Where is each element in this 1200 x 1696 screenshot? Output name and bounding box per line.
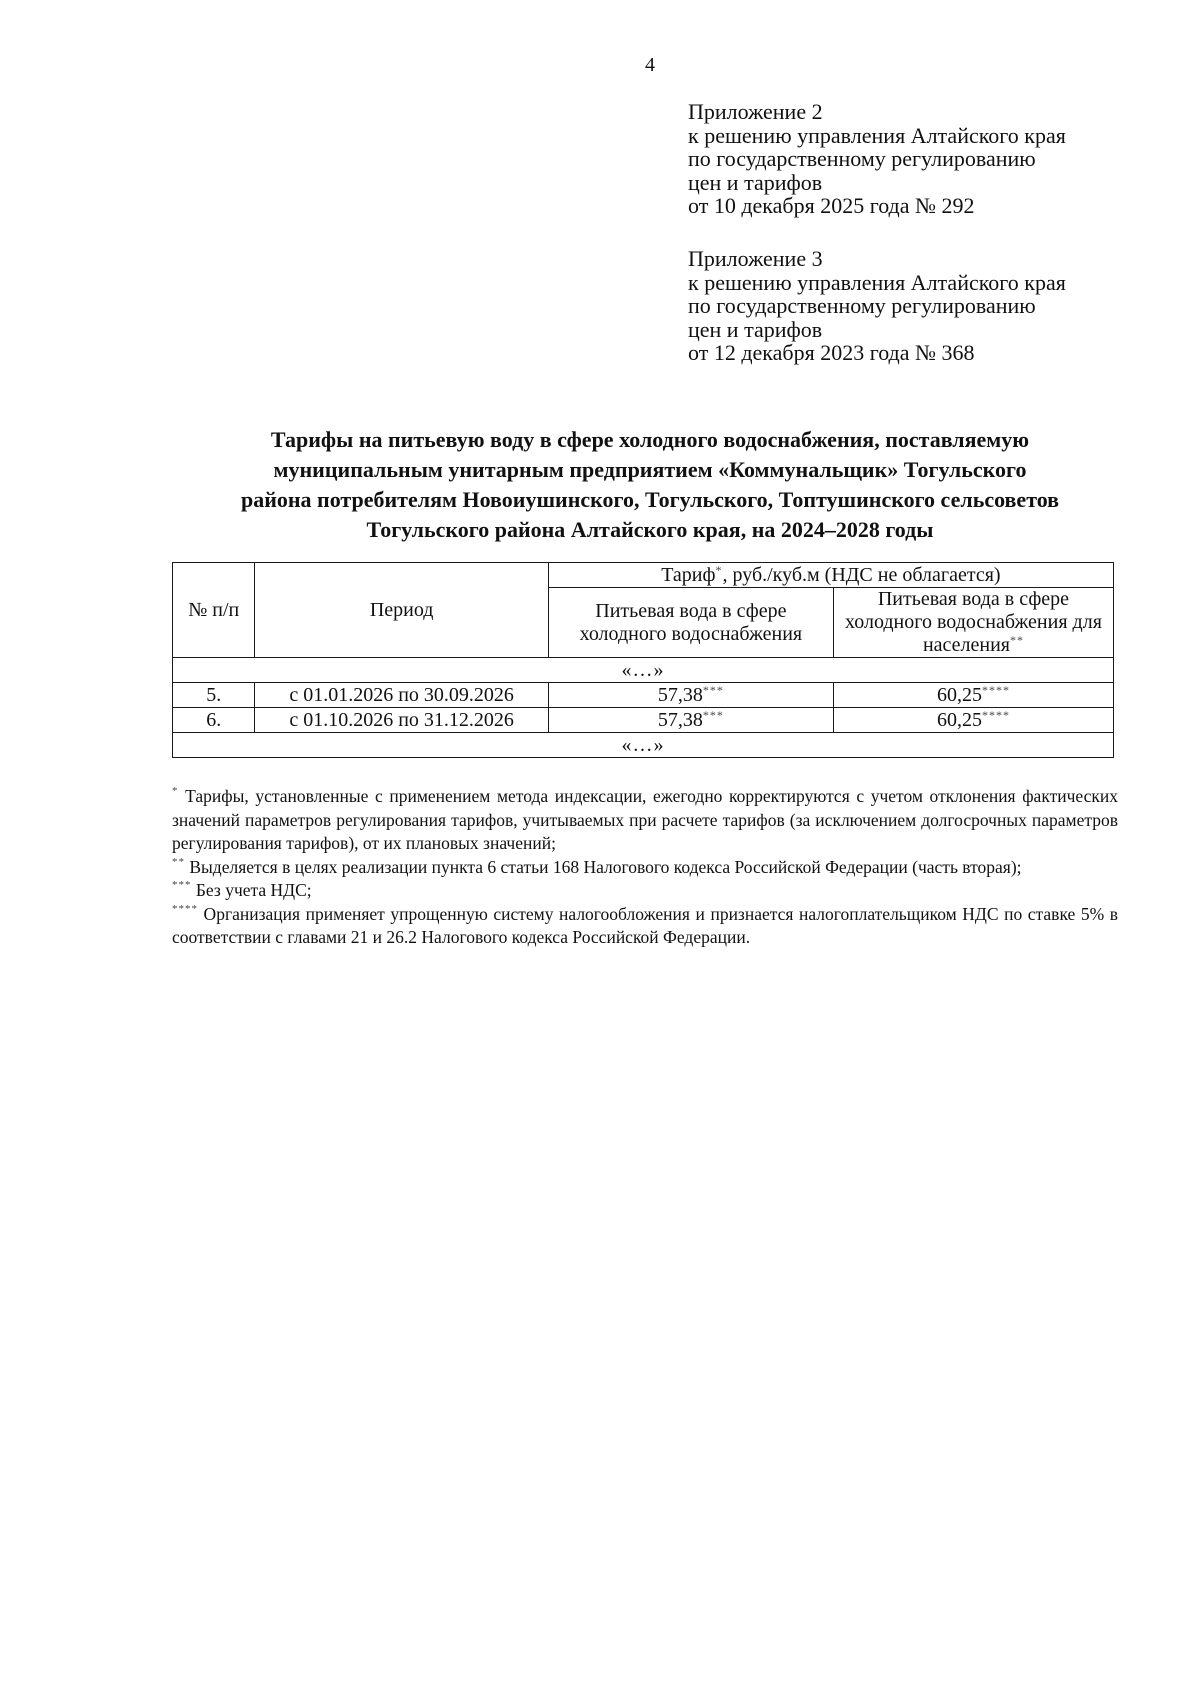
title-line: Тарифы на питьевую воду в сфере холодного водоснабжения, поставляемую (270, 427, 1030, 452)
footnote-mark: *** (702, 707, 724, 722)
appendix-3-line: от 12 декабря 2023 года № 368 (688, 340, 975, 365)
appendix-3-header (688, 247, 1066, 365)
table-separator-row (173, 733, 1114, 758)
footnote-mark: **** (981, 707, 1010, 722)
appendix-3-line: цен и тарифов (688, 316, 823, 342)
appendix-2-line: по государственному регулированию (688, 146, 1036, 171)
header-water: Питьевая вода в сфере холодного водоснабжения (548, 588, 833, 658)
footnote-mark: *** (702, 682, 724, 697)
header-num: № п/п (173, 563, 255, 658)
appendix-2-line: от 10 декабря 2025 года № 292 (688, 193, 975, 218)
page-number: 4 (645, 54, 655, 76)
appendix-2-line: к решению управления Алтайского края (688, 122, 1066, 148)
header-tariff-label: Тариф (661, 563, 716, 586)
footnote-mark: ** (172, 855, 185, 868)
cell-water-value: 57,38 (657, 683, 703, 706)
footnote-mark: **** (172, 902, 198, 915)
title-line: района потребителям Новоиушинского, Тогульского, Топтушинского сельсоветов (240, 487, 1060, 512)
appendix-3-line: Приложение 3 (688, 246, 823, 271)
cell-num: 6. (173, 708, 255, 733)
appendix-2-line: Приложение 2 (688, 99, 823, 124)
appendix-3-line: к решению управления Алтайского края (688, 269, 1066, 295)
cell-water (548, 708, 833, 733)
footnote-mark: *** (172, 879, 192, 891)
cell-period: с 01.01.2026 по 30.09.2026 (255, 683, 548, 708)
footnote-mark: * (715, 562, 723, 577)
footnote (172, 879, 1118, 903)
footnote (172, 856, 1118, 880)
cell-population (833, 708, 1113, 733)
footnote (172, 903, 1118, 950)
footnote-text: Организация применяет упрощенную систему налогообложения и признается налогоплательщиком НДС по ставке 5% в соответствии с главами 21 и 26.2 Налогового кодекса Российской Федерации. (172, 903, 1118, 947)
footnote-mark: ** (1009, 633, 1024, 647)
appendix-2-header (688, 100, 1066, 218)
footnote-mark: * (172, 785, 179, 797)
header-tariff-unit: , руб./куб.м (НДС не облагается) (722, 563, 1001, 586)
document-title (180, 425, 1120, 545)
footnote-mark: **** (981, 682, 1010, 697)
cell-population-value: 60,25 (936, 708, 982, 731)
cell-water-value: 57,38 (657, 708, 703, 731)
omission-mark: «…» (173, 658, 1114, 683)
title-line: муниципальным унитарным предприятием «Коммунальщик» Тогульского (273, 457, 1027, 482)
table-header-row (173, 563, 1114, 588)
appendix-2-line: цен и тарифов (688, 169, 823, 195)
title-line: Тогульского района Алтайского края, на 2024–2028 годы (366, 517, 934, 542)
header-population (833, 588, 1113, 658)
footnote-text: Тарифы, установленные с применением метода индексации, ежегодно корректируются с учетом отклонения фактических значений параметров регулирования тарифов, учитываемых при расчете тарифов (за исключением долгосрочных параметров регулирования тарифов), от их плановых значений; (172, 786, 1118, 853)
table-row (173, 683, 1114, 708)
cell-period: с 01.10.2026 по 31.12.2026 (255, 708, 548, 733)
omission-mark: «…» (173, 733, 1114, 758)
header-population-label: Питьевая вода в сфере холодного водоснабжения для населения (845, 588, 1102, 656)
footnote-text: Выделяется в целях реализации пункта 6 статьи 168 Налогового кодекса Российской Федерации (часть вторая); (185, 856, 1022, 877)
header-tariff-group (548, 563, 1113, 588)
footnotes (172, 785, 1118, 950)
footnote (172, 785, 1118, 856)
appendix-3-line: по государственному регулированию (688, 293, 1036, 318)
cell-water (548, 683, 833, 708)
cell-num: 5. (173, 683, 255, 708)
tariff-table (172, 562, 1114, 758)
table-separator-row (173, 658, 1114, 683)
table-row (173, 708, 1114, 733)
cell-population (833, 683, 1113, 708)
header-period: Период (255, 563, 548, 658)
footnote-text: Без учета НДС; (191, 880, 312, 900)
cell-population-value: 60,25 (936, 683, 982, 706)
